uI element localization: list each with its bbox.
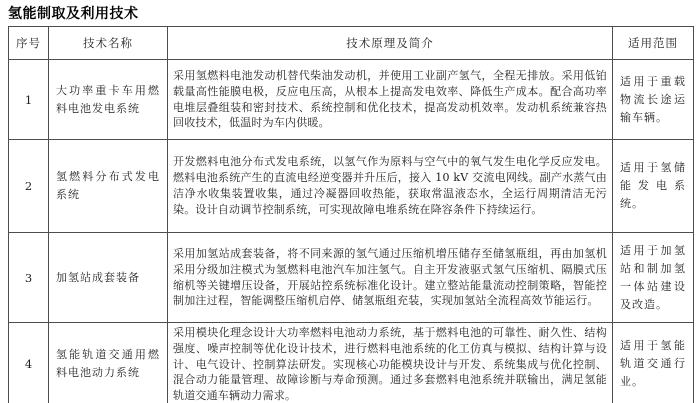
row-serial-number: 3: [9, 233, 49, 323]
technology-table: [8, 26, 694, 403]
row-applicable-scope: 适用于氢能轨道交通行业。: [613, 323, 694, 403]
row-principle-description: 采用模块化理念设计大功率燃料电池动力系统，基于燃料电池的可靠性、耐久性、结构强度、噪声控制等优化设计技术，进行燃料电池系统的化工仿真与模拟、结构计算与设计、电气设计、控制算法研发。实现核心功能模块设计与开发、系统集成与优化控制、混合动力能量管理、故障诊断与寿命预测。通过多套燃料电池系统并联输出，满足氢能轨道交通车辆动力需求。: [168, 323, 613, 403]
row-applicable-scope: 适用于氢储能发电系统。: [613, 140, 694, 233]
header-technology-name: 技术名称: [49, 27, 168, 60]
table-row: [9, 323, 694, 403]
table-row: [9, 60, 694, 140]
row-technology-name: 大功率重卡车用燃料电池发电系统: [49, 60, 168, 140]
row-technology-name: 氢燃料分布式发电系统: [49, 140, 168, 233]
header-applicable-scope: 适用范围: [613, 27, 694, 60]
row-serial-number: 4: [9, 323, 49, 403]
table-header-row: [9, 27, 694, 60]
header-principle-description: 技术原理及简介: [168, 27, 613, 60]
table-row: [9, 233, 694, 323]
row-principle-description: 采用氢燃料电池发动机替代柴油发动机，并使用工业副产氢气，全程无排放。采用低铂载量高性能膜电极，反应电压高，从根本上提高发电效率、降低生产成本。配合高功率电堆层叠组装和密封技术、系统控制和优化技术，提高发动机效率。发动机系统兼容热回收技术，低温时为车内供暖。: [168, 60, 613, 140]
header-serial-number: 序号: [9, 27, 49, 60]
page-title: 氢能制取及利用技术: [8, 5, 139, 21]
row-applicable-scope: 适用于重载物流长途运输车辆。: [613, 60, 694, 140]
row-principle-description: 开发燃料电池分布式发电系统，以氢气作为原料与空气中的氧气发生电化学反应发电。燃料电池系统产生的直流电经逆变器并升压后，接入 10 kV 交流电网线。副产水蒸气由洁净水收集装置收集，通过冷凝器回收热能，获取常温液态水，全运行周期清洁无污染。设计自动调节控制系统，可实现故障电堆系统在降容条件下持续运行。: [168, 140, 613, 233]
table-row: [9, 140, 694, 233]
row-technology-name: 加氢站成套装备: [49, 233, 168, 323]
row-serial-number: 1: [9, 60, 49, 140]
row-technology-name: 氢能轨道交通用燃料电池动力系统: [49, 323, 168, 403]
row-serial-number: 2: [9, 140, 49, 233]
row-applicable-scope: 适用于加氢站和制加氢一体站建设及改造。: [613, 233, 694, 323]
row-principle-description: 采用加氢站成套装备，将不同来源的氢气通过压缩机增压储存至储氢瓶组，再由加氢机采用分级加注模式为氢燃料电池汽车加注氢气。自主开发液驱式氢气压缩机、隔膜式压缩机等关键增压设备，开展站控系统标准化设计。建立整站能量流动控制策略，智能控制加注过程，智能调整压缩机启停、储氢瓶组充装，实现加氢站全流程高效节能运行。: [168, 233, 613, 323]
